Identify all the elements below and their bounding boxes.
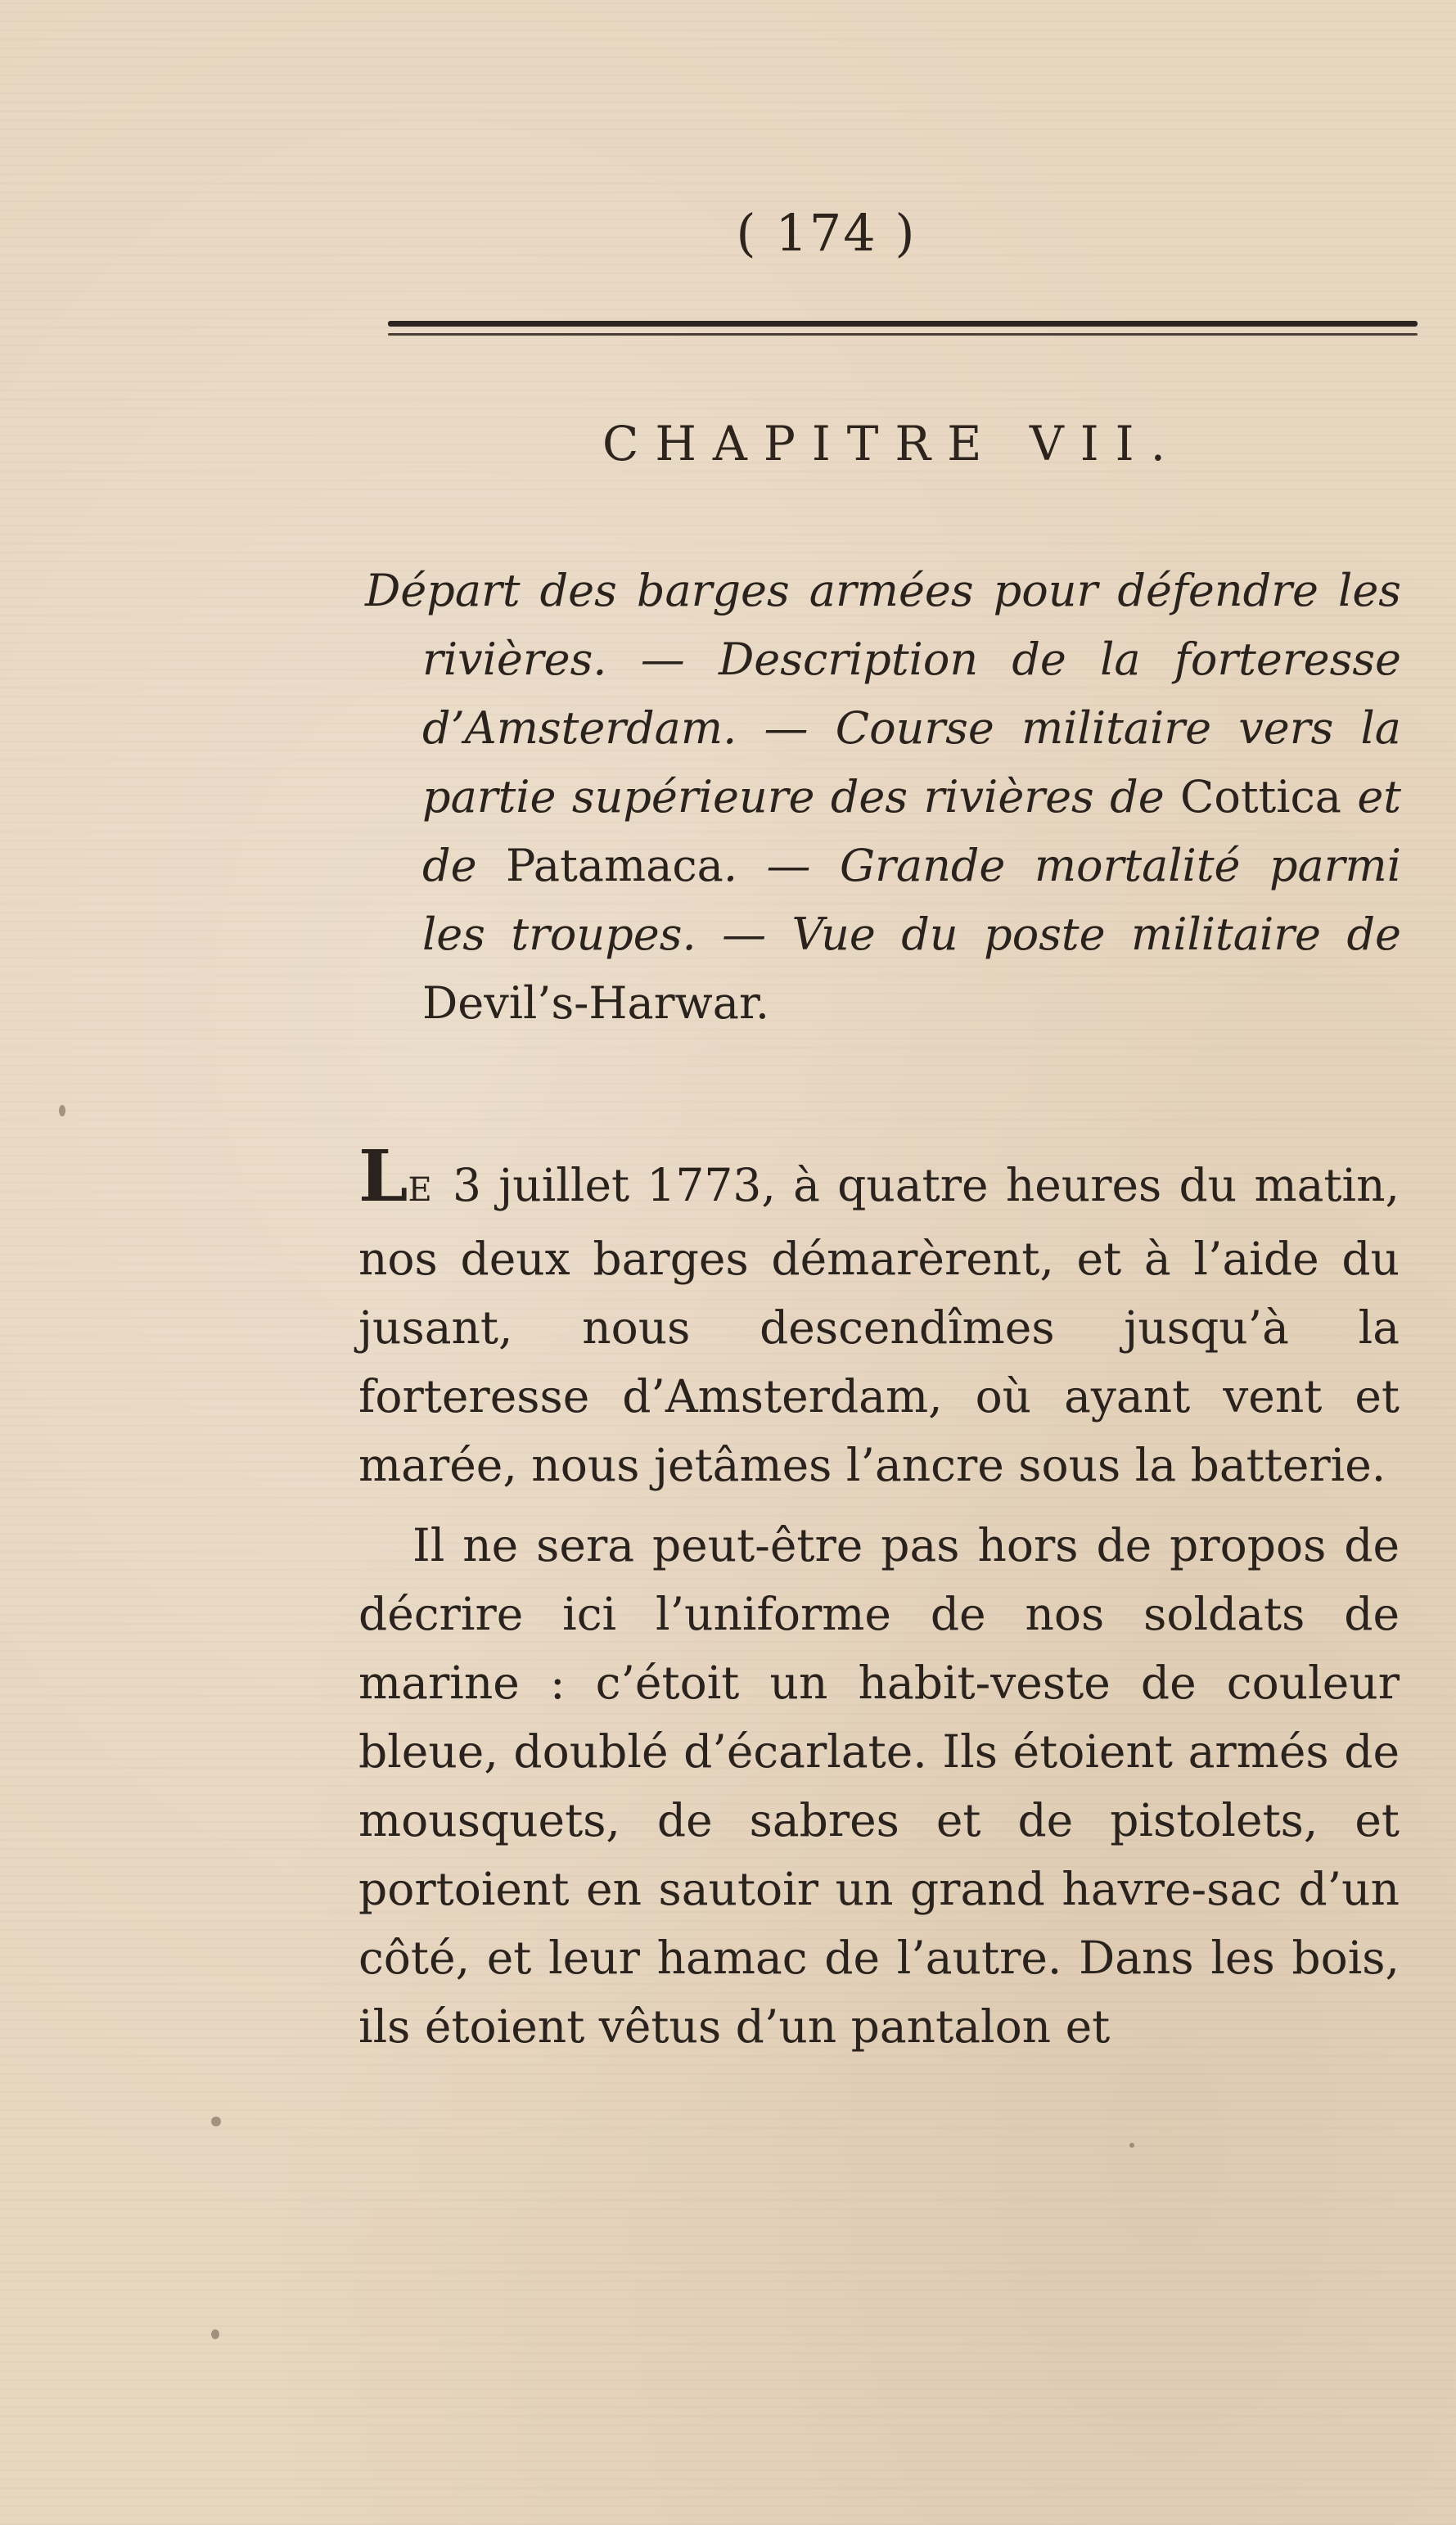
body-text [358,1135,1400,2061]
paragraph-1 [358,1135,1400,1499]
paragraph-1-text: 3 juillet 1773, à quatre heures du matin, nos deux barges démarèrent, et à l’aide du jusant, nous descendîmes jusqu’à la forteresse d’Amsterdam, où ayant vent et marée, nous jetâmes l’ancre sous la batterie. [358,1159,1400,1491]
summary-place-devils-harwar: Devil’s-Harwar. [422,977,769,1029]
summary-place-cottica: Cottica [1180,771,1341,823]
paper-speck [1129,2143,1134,2148]
summary-part-3: . — Grande mortalité parmi les troupes. — Vue du poste militaire de [422,840,1401,960]
summary-place-patamaca: Patamaca [506,840,723,891]
small-caps: E [408,1171,435,1209]
chapter-title: CHAPITRE VII. [602,416,1183,471]
header-rule [388,321,1418,336]
paper-speck [211,2117,221,2126]
chapter-summary-text [365,557,1401,1038]
header-rule-thick [388,321,1418,327]
header-rule-thin [388,333,1418,336]
page-number: ( 174 ) [736,203,917,263]
chapter-summary [365,557,1401,1038]
summary-part-1: Départ des barges armées pour défendre les rivières. — Description de la forteresse d’Amsterdam. — Course militaire vers la partie supérieure des rivières de [365,565,1401,823]
paragraph-2: Il ne sera peut-être pas hors de propos de décrire ici l’uniforme de nos soldats de marine : c’étoit un habit-veste de couleur bleue, doublé d’écarlate. Ils étoient armés de mousquets, de sabres et de pistolets, et portoient en sautoir un grand havre-sac d’un côté, et leur hamac de l’autre. Dans les bois, ils étoient vêtus d’un pantalon et [358,1519,1400,2053]
paper-speck [59,1105,65,1116]
summary-part-2: et de [422,771,1401,891]
drop-cap: L [358,1135,408,1218]
paper-speck [211,2329,219,2339]
